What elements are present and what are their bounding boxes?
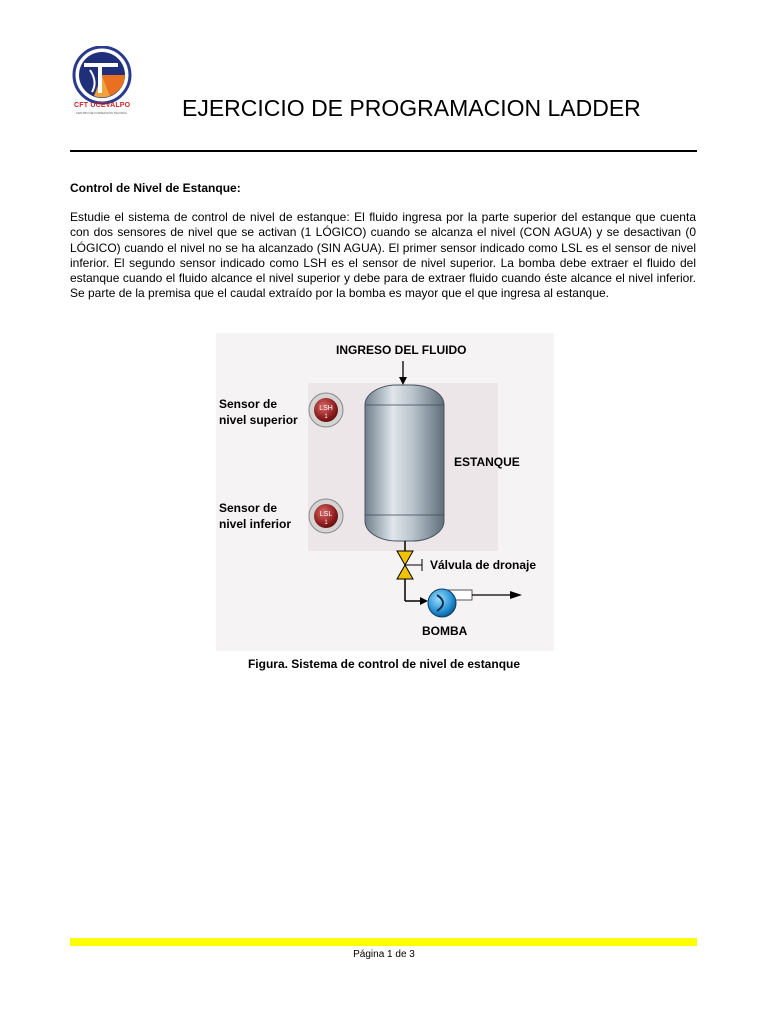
page-number: Página 1 de 3 bbox=[353, 949, 415, 960]
footer-bar bbox=[70, 938, 697, 946]
sensor-lower-label-line2: nivel inferior bbox=[219, 517, 292, 531]
logo-subtitle: CENTRO DE FORMACIÓN TÉCNICA bbox=[76, 111, 127, 115]
title-divider bbox=[70, 150, 697, 152]
tank-diagram bbox=[216, 333, 554, 651]
sensor-lower-tag: LSL bbox=[319, 511, 333, 518]
pump-label: BOMBA bbox=[422, 624, 468, 638]
sensor-upper-tag: LSH bbox=[319, 405, 333, 412]
logo-caption: CFT UCEVALPO bbox=[74, 102, 131, 109]
inlet-label: INGRESO DEL FLUIDO bbox=[336, 343, 467, 357]
sensor-upper-num: 1 bbox=[324, 414, 328, 420]
figure-caption: Figura. Sistema de control de nivel de estanque bbox=[247, 657, 521, 671]
sensor-upper-label-line1: Sensor de bbox=[219, 397, 278, 411]
sensor-lower-label-line1: Sensor de bbox=[219, 501, 278, 515]
sensor-lower-num: 1 bbox=[324, 520, 328, 526]
section-heading: Control de Nivel de Estanque: bbox=[70, 181, 241, 195]
body-paragraph: Estudie el sistema de control de nivel de estanque: El fluido ingresa por la parte superior del estanque que cuenta con dos sensores de nivel que se activan (1 LÓGICO) cuando se alcanza el nivel (CON AGUA) y se desactivan (0 LÓGICO) cuando el nivel no se ha alcanzado (SIN AGUA). El primer sensor indicado como LSL es el sensor de nivel inferior. El segundo sensor indicado como LSH es el sensor de nivel superior. La bomba debe extraer el fluido del estanque cuando el fluido alcance el nivel superior y debe para de extraer fluido cuando éste alcance el nivel inferior. Se parte de la premisa que el caudal extraído por la bomba es mayor que el que ingresa al estanque. bbox=[70, 210, 696, 301]
sensor-upper-label-line2: nivel superior bbox=[219, 413, 298, 427]
tank-label: ESTANQUE bbox=[454, 455, 520, 469]
document-title: EJERCICIO DE PROGRAMACION LADDER bbox=[182, 95, 641, 121]
tank-body bbox=[365, 385, 444, 541]
valve-label: Válvula de dronaje bbox=[430, 558, 537, 572]
